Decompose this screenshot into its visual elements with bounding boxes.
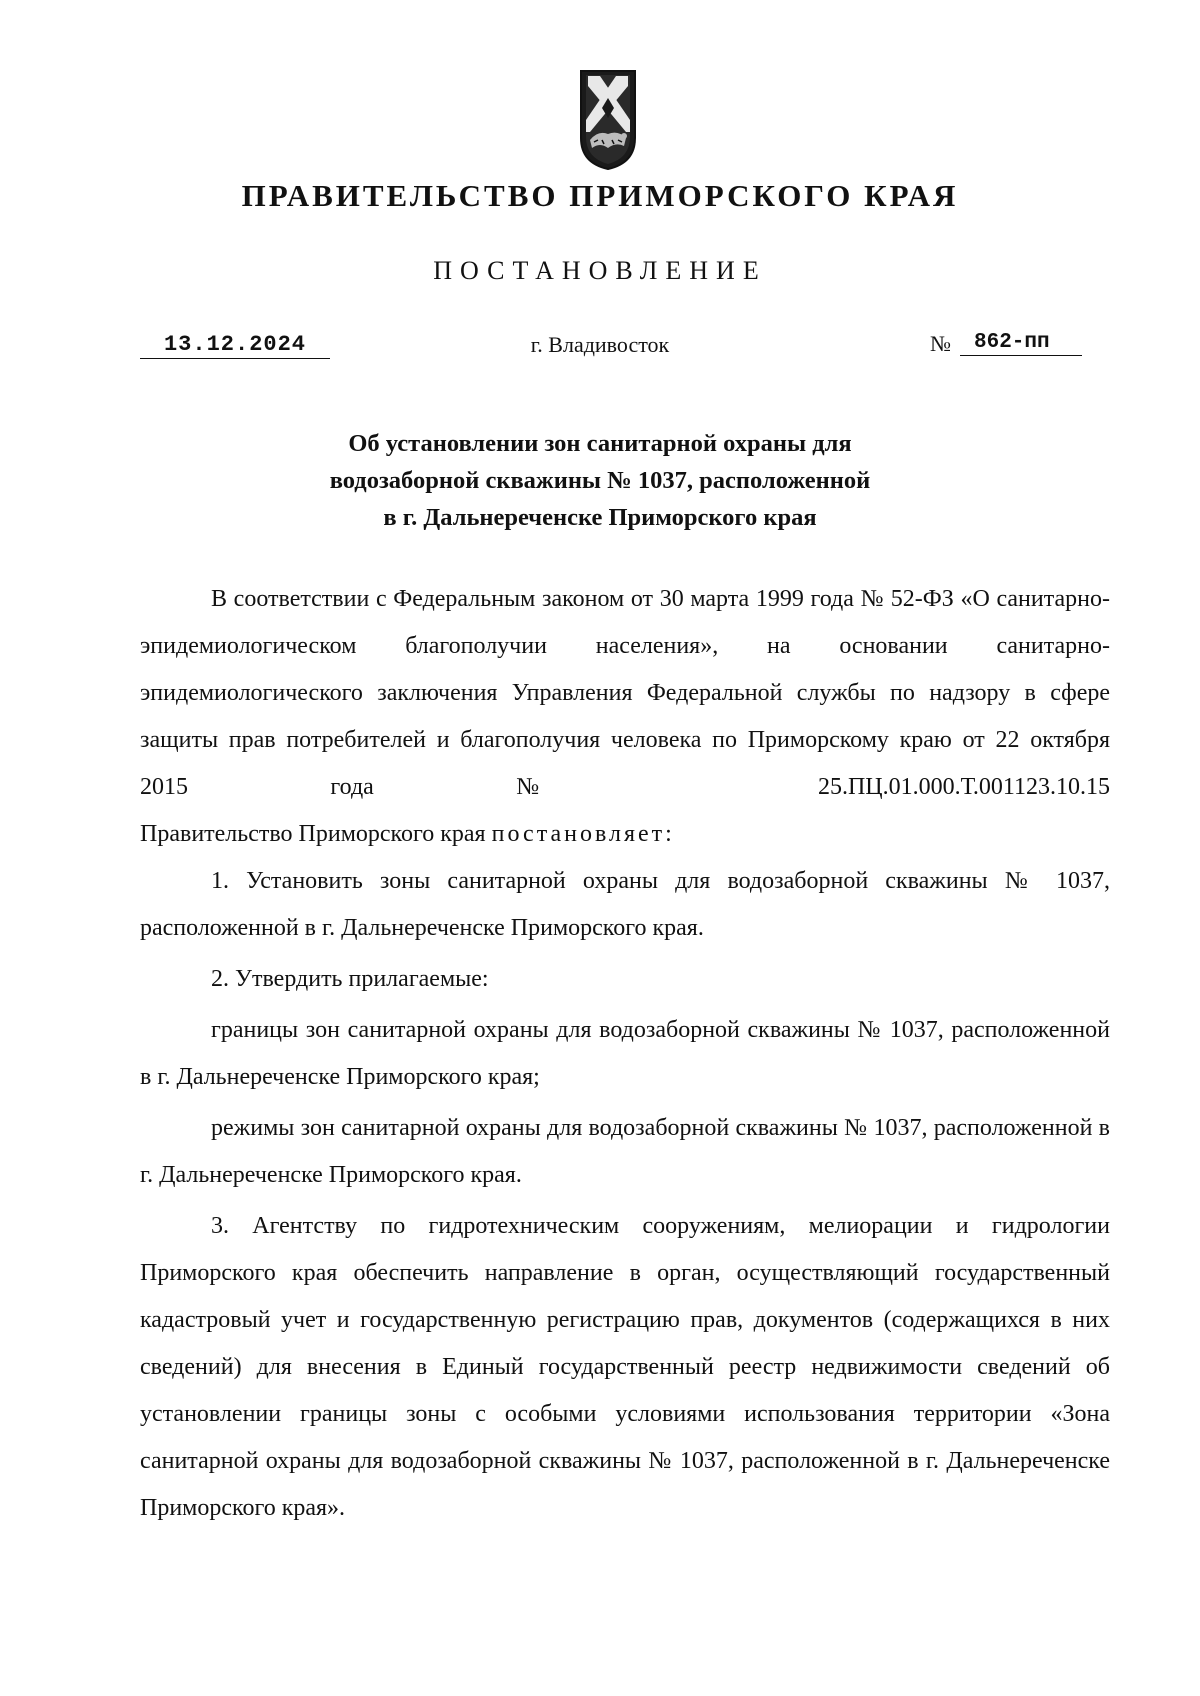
- subject-line-1: Об установлении зон санитарной охраны для: [348, 430, 852, 457]
- item-2: 2. Утвердить прилагаемые:: [211, 966, 489, 992]
- document-body: [140, 576, 1110, 1532]
- document-number: 862-пп: [960, 331, 1082, 356]
- government-title: ПРАВИТЕЛЬСТВО ПРИМОРСКОГО КРАЯ: [241, 178, 959, 213]
- document-city: г. Владивосток: [530, 332, 670, 357]
- number-sign: №: [930, 331, 951, 356]
- coat-of-arms-icon: [578, 68, 638, 172]
- subject-line-2: водозаборной скважины № 1037, расположенной: [329, 467, 871, 494]
- document-type: ПОСТАНОВЛЕНИЕ: [433, 256, 767, 285]
- subject-line-3: в г. Дальнереченске Приморского края: [383, 504, 817, 531]
- item-2-a: границы зон санитарной охраны для водозаборной скважины № 1037, расположенной в г. Дальнереченске Приморского края;: [140, 1017, 1110, 1090]
- document-date: 13.12.2024: [140, 332, 330, 359]
- preamble-end-paragraph: [140, 811, 1110, 858]
- preamble-paragraph: В соответствии с Федеральным законом от 30 марта 1999 года № 52-ФЗ «О санитарно-эпидемиологическом благополучии населения», на основании санитарно-эпидемиологического заключения Управления Федеральной службы по надзору в сфере защиты прав потребителей и благополучия человека по Приморскому краю от 22 октября 2015 года № 25.ПЦ.01.000.Т.001123.10.15: [140, 586, 1110, 800]
- document-subject: [0, 425, 1200, 536]
- resolves-word: постановляет:: [491, 821, 675, 847]
- item-3: 3. Агентству по гидротехническим сооружениям, мелиорации и гидрологии Приморского края обеспечить направление в орган, осуществляющий государственный кадастровый учет и государственную регистрацию прав, документов (содержащихся в них сведений) для внесения в Единый государственный реестр недвижимости сведений об установлении границы зоны с особыми условиями использования территории «Зона санитарной охраны для водозаборной скважины № 1037, расположенной в г. Дальнереченске Приморского края».: [140, 1213, 1110, 1521]
- item-2-b: режимы зон санитарной охраны для водозаборной скважины № 1037, расположенной в г. Дальнереченске Приморского края.: [140, 1115, 1110, 1188]
- preamble-end: Правительство Приморского края: [140, 821, 486, 847]
- item-1: 1. Установить зоны санитарной охраны для водозаборной скважины № 1037, расположенной в г. Дальнереченске Приморского края.: [140, 868, 1110, 941]
